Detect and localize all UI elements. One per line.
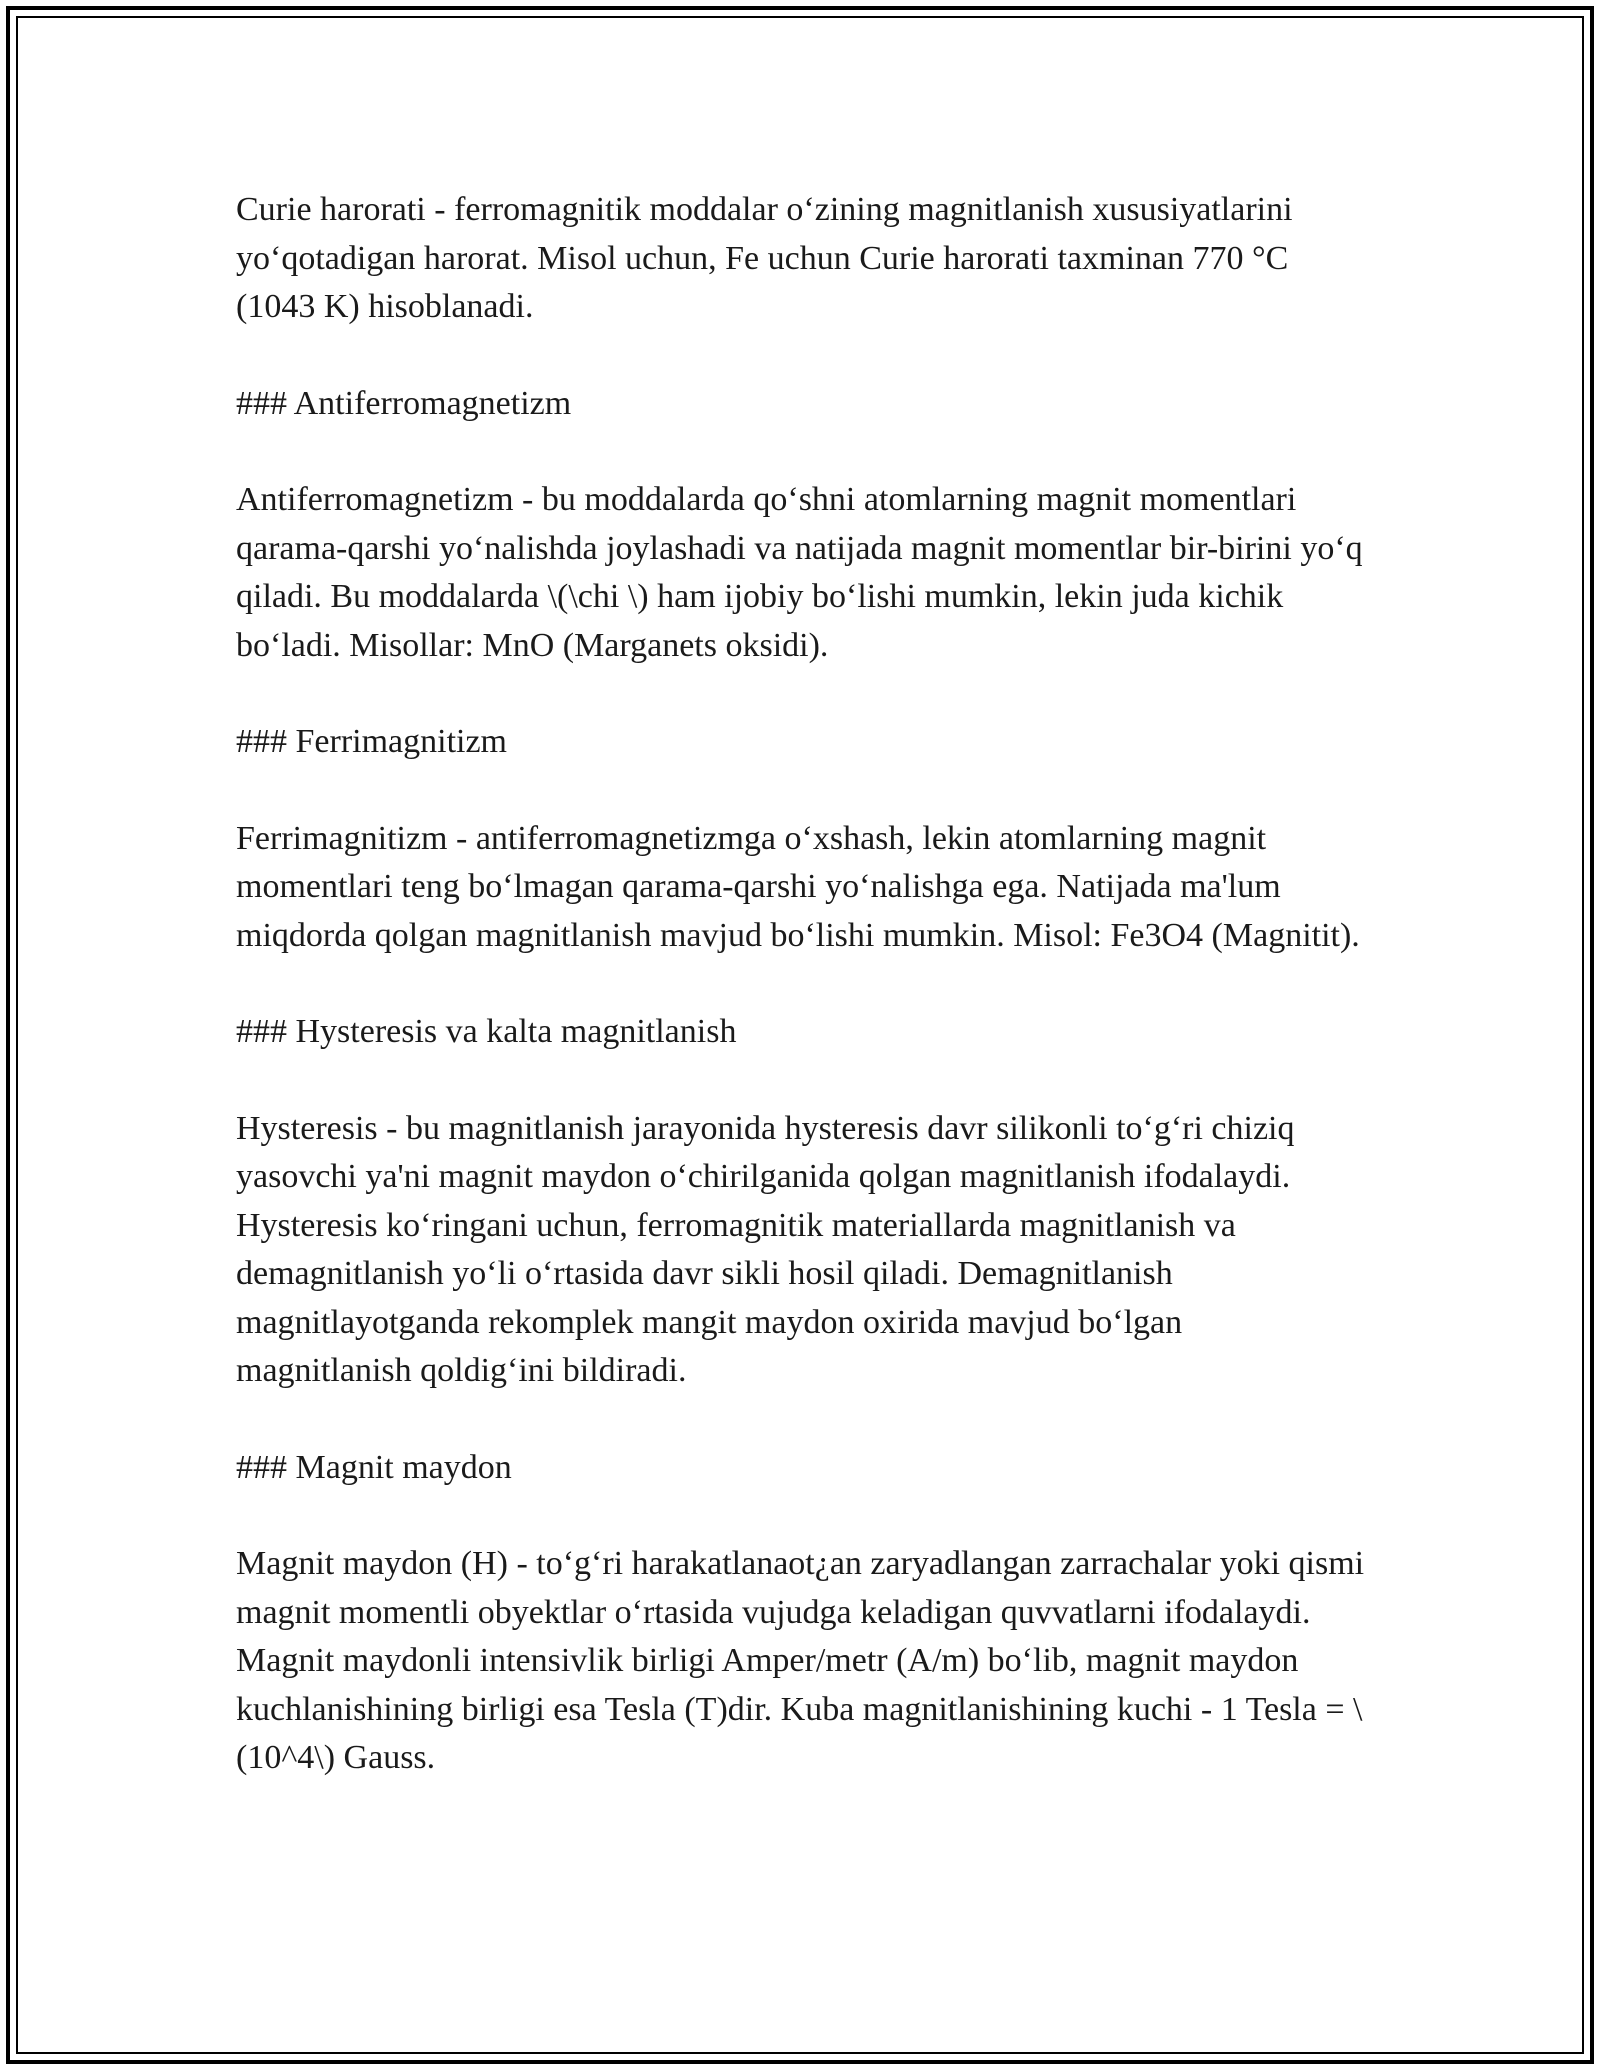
- paragraph-ferrimagnetism: Ferrimagnitizm - antiferromagnetizmga o‘xshash, lekin atomlarning magnit momentlari teng bo‘lmagan qarama-qarshi yo‘nalishga ega. Natijada ma'lum miqdorda qolgan magnitlanish mavjud bo‘lishi mumkin. Misol: Fe3O4 (Magnitit).: [236, 819, 1360, 954]
- heading-ferrimagnetism: ### Ferrimagnitizm: [236, 723, 508, 760]
- paragraph-antiferromagnetism: Antiferromagnetizm - bu moddalarda qo‘shni atomlarning magnit momentlari qarama-qarshi yo‘nalishda joylashadi va natijada magnit momentlar bir-birini yo‘q qiladi. Bu moddalarda \(\chi \) ham ijobiy bo‘lishi mumkin, lekin juda kichik bo‘ladi. Misollar: MnO (Marganets oksidi).: [236, 481, 1363, 664]
- heading-antiferromagnetism: ### Antiferromagnetizm: [236, 384, 572, 422]
- paragraph-magnetic-field: Magnit maydon (H) - to‘g‘ri harakatlanaot¿an zaryadlangan zarrachalar yoki qismi magnit momentli obyektlar o‘rtasida vujudga keladigan quvvatlarni ifodalaydi. Magnit maydonli intensivlik birligi Amper/metr (A/m) bo‘lib, magnit maydon kuchlanishining birligi esa Tesla (T)dir. Kuba magnitlanishining kuchi - 1 Tesla = \(10^4\) Gauss.: [236, 1545, 1365, 1776]
- paragraph-curie-temperature: Curie harorati - ferromagnitik moddalar o‘zining magnitlanish xususiyatlarini yo‘qotadigan harorat. Misol uchun, Fe uchun Curie harorati taxminan 770 °C (1043 K) hisoblanadi.: [236, 191, 1293, 325]
- heading-magnetic-field: ### Magnit maydon: [236, 1448, 512, 1486]
- paragraph-hysteresis: Hysteresis - bu magnitlanish jarayonida hysteresis davr silikonli to‘g‘ri chiziq yasovchi ya'ni magnit maydon o‘chirilganida qolgan magnitlanish ifodalaydi. Hysteresis ko‘ringani uchun, ferromagnitik materiallarda magnitlanish va demagnitlanish yo‘li o‘rtasida davr sikli hosil qiladi. Demagnitlanish magnitlayotganda rekomplek mangit maydon oxirida mavjud bo‘lgan magnitlanish qoldig‘ini bildiradi.: [236, 1109, 1295, 1389]
- heading-hysteresis: ### Hysteresis va kalta magnitlanish: [236, 1013, 737, 1050]
- document-body: [236, 186, 1366, 1831]
